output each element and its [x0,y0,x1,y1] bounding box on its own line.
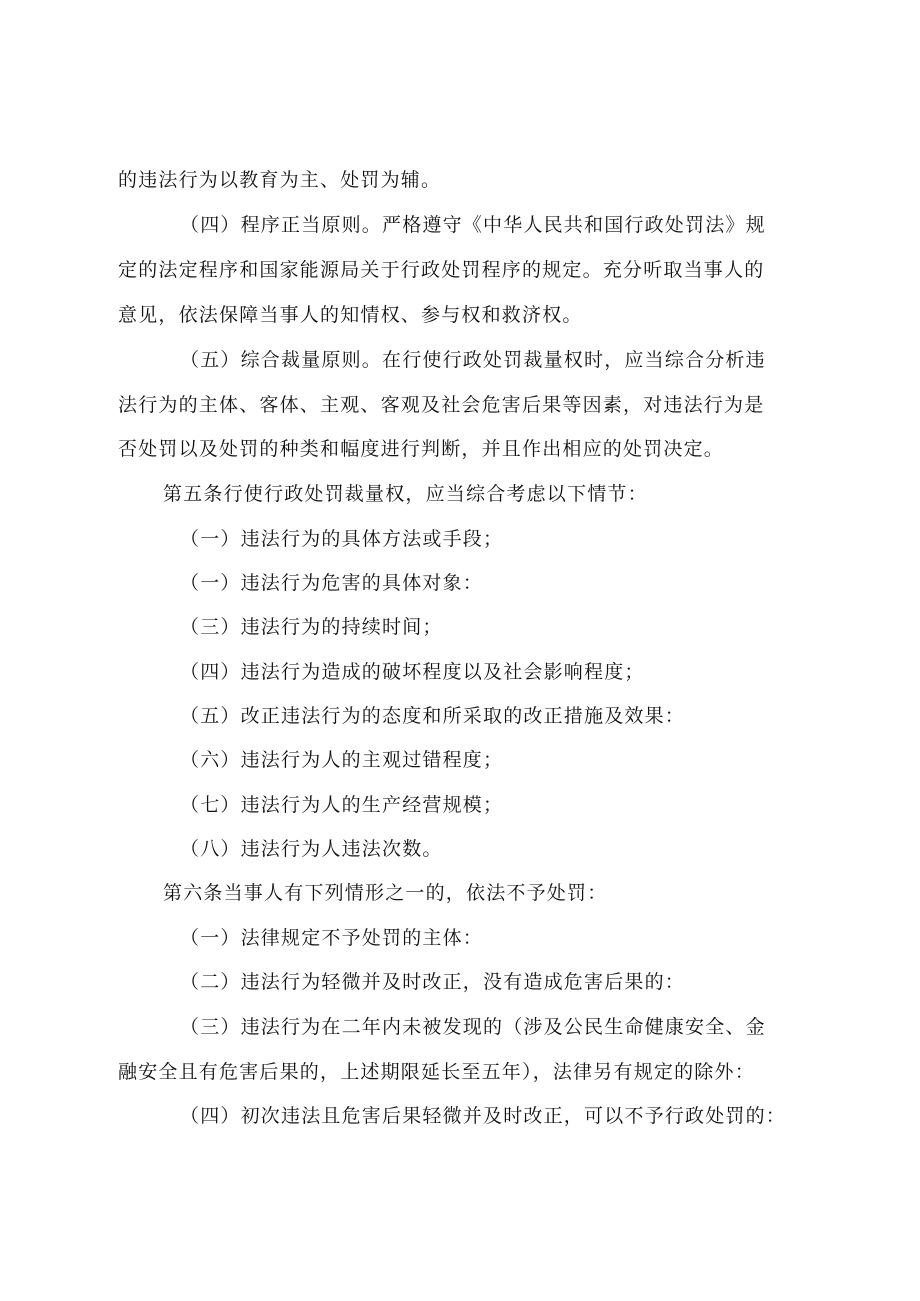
list-item: （六）违法行为人的主观过错程度； [180,749,504,771]
text-line: 定的法定程序和国家能源局关于行政处罚程序的规定。充分听取当事人的 [118,259,765,281]
list-item: （五）改正违法行为的态度和所采取的改正措施及效果： [180,705,686,727]
list-item: （三）违法行为在二年内未被发现的（涉及公民生命健康安全、金 [180,1016,766,1038]
list-item: （七）违法行为人的生产经营规模； [180,794,504,816]
list-item: （四）违法行为造成的破坏程度以及社会影响程度； [180,661,645,683]
list-item: （一）违法行为危害的具体对象： [180,572,484,594]
list-item: （二）违法行为轻微并及时改正，没有造成危害后果的： [180,971,686,993]
list-item: （一）违法行为的具体方法或手段； [180,528,504,550]
text-line: 的违法行为以教育为主、处罚为辅。 [118,169,442,191]
text-line: 意见，依法保障当事人的知情权、参与权和救济权。 [118,304,583,326]
text-line: （四）程序正当原则。严格遵守《中华人民共和国行政处罚法》规 [180,214,766,236]
list-item: （八）违法行为人违法次数。 [180,838,443,860]
article-heading: 第五条行使行政处罚裁量权，应当综合考虑以下情节： [163,483,648,505]
text-line: 否处罚以及处罚的种类和幅度进行判断，并且作出相应的处罚决定。 [118,438,725,460]
text-line: （五）综合裁量原则。在行使行政处罚裁量权时，应当综合分析违 [180,349,766,371]
list-item: （四）初次违法且危害后果轻微并及时改正，可以不予行政处罚的： [180,1105,787,1127]
list-item: （一）法律规定不予处罚的主体： [180,927,484,949]
text-line: 融安全且有危害后果的，上述期限延长至五年），法律另有规定的除外： [118,1061,755,1083]
text-line: 法行为的主体、客体、主观、客观及社会危害后果等因素，对违法行为是 [118,394,765,416]
article-heading: 第六条当事人有下列情形之一的，依法不予处罚： [163,882,608,904]
list-item: （三）违法行为的持续时间； [180,616,443,638]
